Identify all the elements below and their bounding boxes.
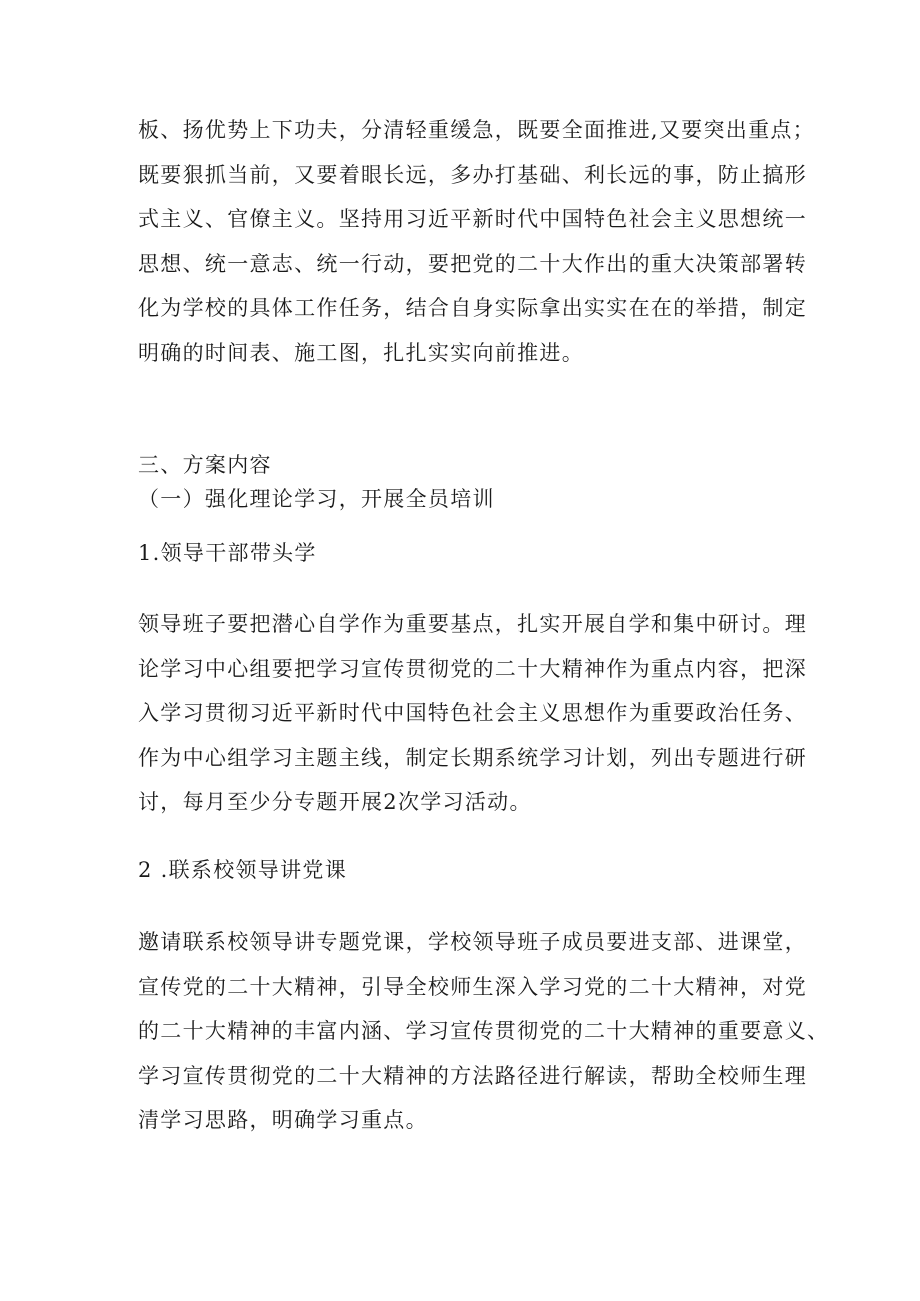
paragraph-line: 清学习思路，明确学习重点。 <box>138 1108 428 1132</box>
paragraph-line: 的二十大精神的丰富内涵、学习宣传贯彻党的二十大精神的重要意义、 <box>138 1019 830 1043</box>
paragraph-line: 思想、统一意志、统一行动，要把党的二十大作出的重大决策部署转 <box>138 251 807 276</box>
paragraph-line: 宣传党的二十大精神，引导全校师生深入学习党的二十大精神，对党 <box>138 974 807 999</box>
paragraph-line: 板、扬优势上下功夫，分清轻重缓急，既要全面推进,又要突出重点； <box>138 118 815 142</box>
item1-paragraph <box>138 602 807 825</box>
paragraph-line: 邀请联系校领导讲专题党课，学校领导班子成员要进支部、进课堂， <box>138 930 807 954</box>
paragraph-line: 既要狠抓当前，又要着眼长远，多办打基础、利长远的事，防止搞形 <box>138 162 807 187</box>
paragraph-line: 明确的时间表、施工图，扎扎实实向前推进。 <box>138 340 584 365</box>
paragraph-line: 领导班子要把潜心自学作为重要基点，扎实开展自学和集中研讨。理 <box>138 612 807 636</box>
item1-heading: 1.领导干部带头学 <box>138 541 317 565</box>
item2-paragraph <box>138 920 830 1143</box>
intro-paragraph <box>138 108 815 375</box>
paragraph-line: 入学习贯彻习近平新时代中国特色社会主义思想作为重要政治任务、 <box>138 701 807 725</box>
paragraph-line: 式主义、官僚主义。坚持用习近平新时代中国特色社会主义思想统一 <box>138 207 807 231</box>
paragraph-line: 论学习中心组要把学习宣传贯彻党的二十大精神作为重点内容，把深 <box>138 656 807 681</box>
item2-heading: 2 .联系校领导讲党课 <box>138 858 348 882</box>
paragraph-line: 作为中心组学习主题主线，制定长期系统学习计划，列出专题进行研 <box>138 745 807 770</box>
paragraph-line: 学习宣传贯彻党的二十大精神的方法路径进行解读，帮助全校师生理 <box>138 1063 807 1088</box>
paragraph-line: 化为学校的具体工作任务，结合自身实际拿出实实在在的举措，制定 <box>138 296 807 320</box>
paragraph-line: 讨，每月至少分专题开展2次学习活动。 <box>138 790 532 814</box>
section-heading: 三、方案内容 <box>138 453 272 477</box>
subsection-heading: （一）强化理论学习，开展全员培训 <box>138 487 495 511</box>
